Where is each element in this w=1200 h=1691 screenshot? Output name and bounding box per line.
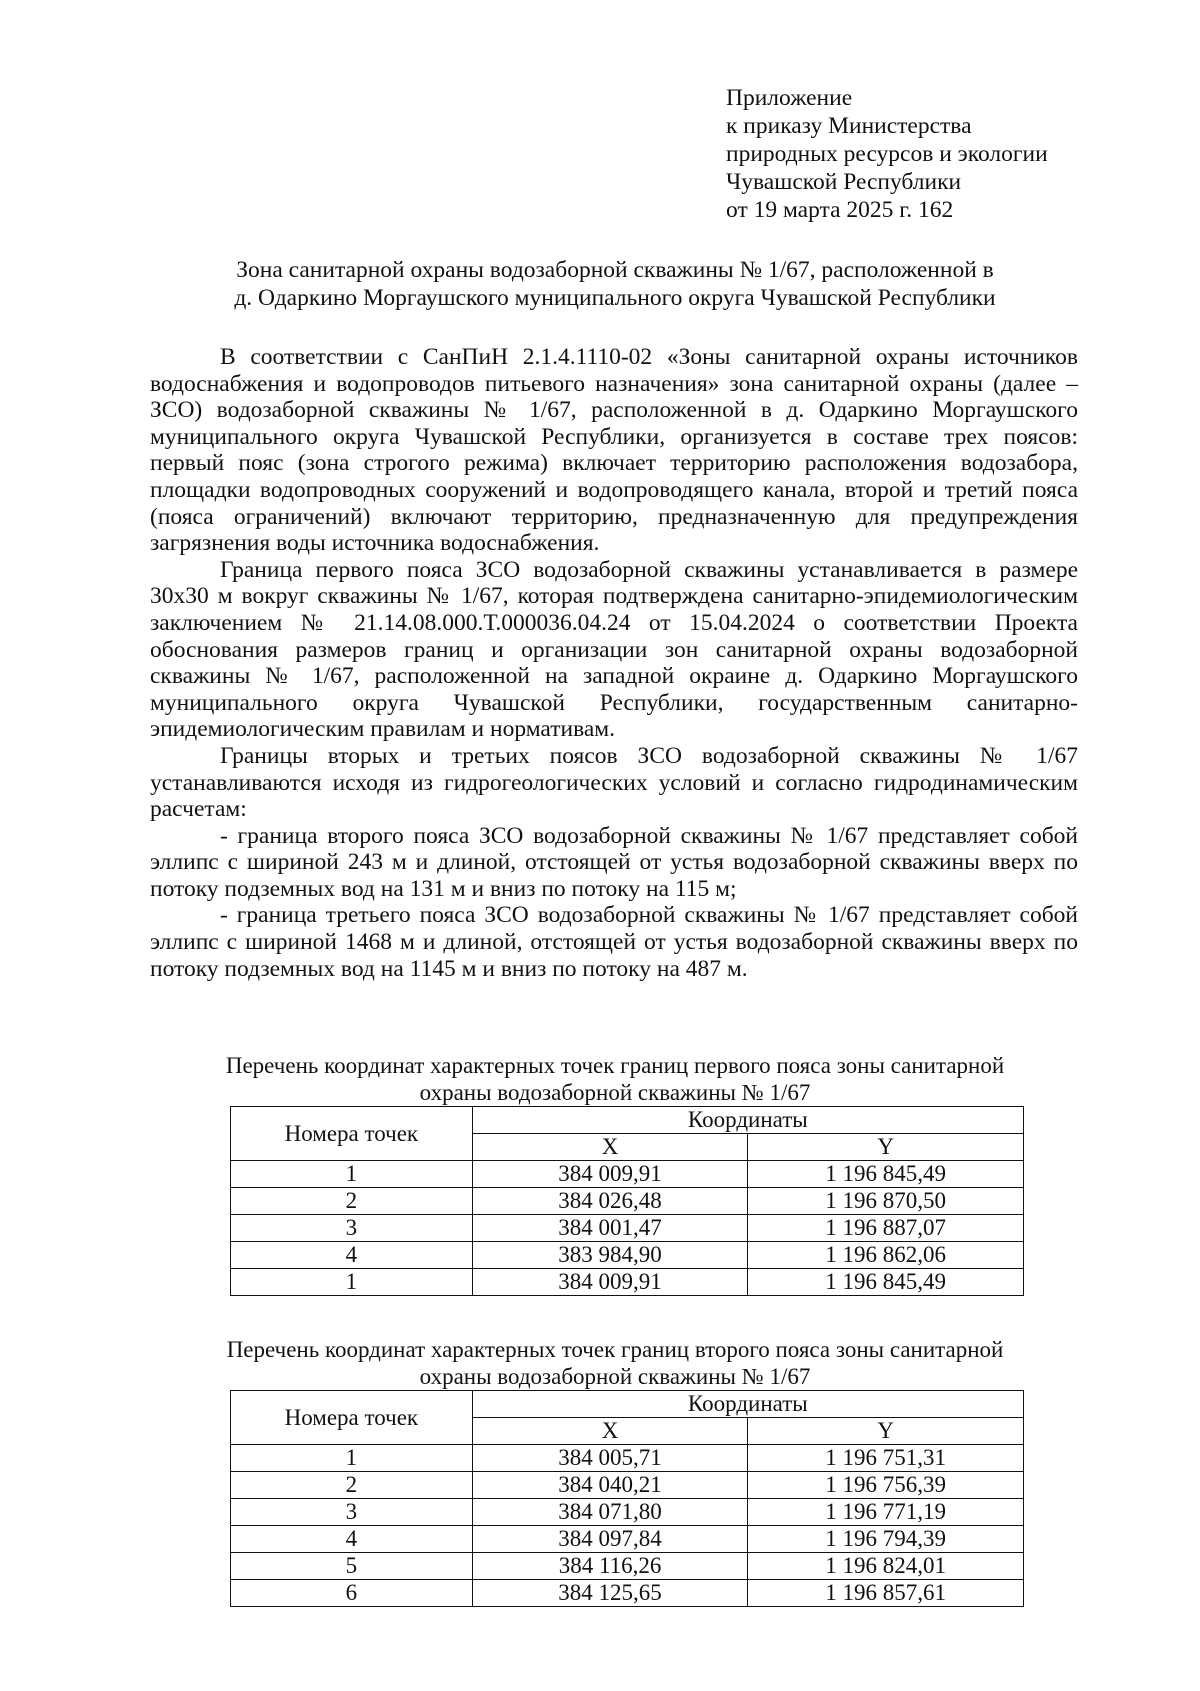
point-number: 2	[231, 1472, 473, 1499]
paragraph: Границы вторых и третьих поясов ЗСО водозаборной скважины № 1/67 устанавливаются исходя из гидрогеологических условий и согласно гидродинамическим расчетам:	[150, 742, 1078, 823]
header-coordinates: Координаты	[472, 1107, 1023, 1134]
x-value: 384 001,47	[472, 1215, 748, 1242]
table-row	[231, 1242, 1024, 1269]
x-value: 384 009,91	[472, 1161, 748, 1188]
appendix-line: к приказу Министерства	[726, 113, 972, 139]
point-number: 2	[231, 1188, 473, 1215]
table-row	[231, 1445, 1024, 1472]
y-value: 1 196 887,07	[748, 1215, 1024, 1242]
point-number: 4	[231, 1526, 473, 1553]
paragraph: Граница первого пояса ЗСО водозаборной скважины устанавливается в размере 30х30 м вокруг скважины № 1/67, которая подтверждена санитарно-эпидемиологическим заключением № 21.14.08.000.Т.000036.04.24 от 15.04.2024 о соответствии Проекта обоснования размеров границ и организации зон санитарной охраны водозаборной скважины № 1/67, расположенной на западной окраине д. Одаркино Моргаушского муниципального округа Чувашской Республики, государственным санитарно-эпидемиологическим правилам и нормативам.	[150, 556, 1078, 743]
table-row	[231, 1553, 1024, 1580]
header-y: Y	[748, 1134, 1024, 1161]
table-row	[231, 1188, 1024, 1215]
header-x: X	[472, 1418, 748, 1445]
title-line: Зона санитарной охраны водозаборной скважины № 1/67, расположенной в	[236, 257, 994, 283]
x-value: 384 009,91	[472, 1269, 748, 1296]
x-value: 384 071,80	[472, 1499, 748, 1526]
caption-line: Перечень координат характерных точек границ второго пояса зоны санитарной	[226, 1337, 1004, 1362]
paragraph: - граница третьего пояса ЗСО водозаборной скважины № 1/67 представляет собой эллипс с шириной 1468 м и длиной, отстоящей от устья водозаборной скважины вверх по потоку подземных вод на 1145 м и вниз по потоку на 487 м.	[150, 902, 1078, 982]
document-title	[150, 256, 1080, 312]
body-text	[150, 344, 1078, 982]
table-row	[231, 1580, 1024, 1607]
x-value: 383 984,90	[472, 1242, 748, 1269]
caption-line: охраны водозаборной скважины № 1/67	[419, 1364, 811, 1389]
table-row	[231, 1161, 1024, 1188]
paragraph: В соответствии с СанПиН 2.1.4.1110-02 «Зоны санитарной охраны источников водоснабжения и водопроводов питьевого назначения» зона санитарной охраны (далее – ЗСО) водозаборной скважины № 1/67, расположенной в д. Одаркино Моргаушского муниципального округа Чувашской Республики, организуется в составе трех поясов: первый пояс (зона строгого режима) включает территорию расположения водозабора, площадки водопроводных сооружений и водопроводящего канала, второй и третий пояса (пояса ограничений) включают территорию, предназначенную для предупреждения загрязнения воды источника водоснабжения.	[150, 344, 1078, 557]
header-y: Y	[748, 1418, 1024, 1445]
point-number: 1	[231, 1161, 473, 1188]
y-value: 1 196 751,31	[748, 1445, 1024, 1472]
table-row	[231, 1472, 1024, 1499]
caption-line: охраны водозаборной скважины № 1/67	[419, 1080, 811, 1105]
y-value: 1 196 756,39	[748, 1472, 1024, 1499]
table2-caption	[150, 1336, 1080, 1390]
table-row	[231, 1269, 1024, 1296]
point-number: 1	[231, 1269, 473, 1296]
header-coordinates: Координаты	[472, 1391, 1023, 1418]
y-value: 1 196 845,49	[748, 1161, 1024, 1188]
y-value: 1 196 857,61	[748, 1580, 1024, 1607]
y-value: 1 196 771,19	[748, 1499, 1024, 1526]
point-number: 6	[231, 1580, 473, 1607]
point-number: 1	[231, 1445, 473, 1472]
header-x: X	[472, 1134, 748, 1161]
appendix-line: Приложение	[726, 85, 853, 111]
y-value: 1 196 824,01	[748, 1553, 1024, 1580]
point-number: 3	[231, 1499, 473, 1526]
table-row	[231, 1526, 1024, 1553]
table2-coordinates	[230, 1390, 1024, 1607]
appendix-line: природных ресурсов и экологии	[726, 141, 1048, 167]
x-value: 384 125,65	[472, 1580, 748, 1607]
appendix-block	[726, 84, 1048, 224]
table2-block	[150, 1336, 1080, 1607]
table1-caption	[150, 1052, 1080, 1106]
point-number: 4	[231, 1242, 473, 1269]
caption-line: Перечень координат характерных точек границ первого пояса зоны санитарной	[225, 1053, 1005, 1078]
table1-block	[150, 1052, 1080, 1296]
table-row	[231, 1499, 1024, 1526]
point-number: 5	[231, 1553, 473, 1580]
paragraph: - граница второго пояса ЗСО водозаборной скважины № 1/67 представляет собой эллипс с шириной 243 м и длиной, отстоящей от устья водозаборной скважины вверх по потоку подземных вод на 131 м и вниз по потоку на 115 м;	[150, 822, 1078, 902]
appendix-line: Чувашской Республики	[726, 169, 962, 195]
x-value: 384 097,84	[472, 1526, 748, 1553]
y-value: 1 196 870,50	[748, 1188, 1024, 1215]
x-value: 384 040,21	[472, 1472, 748, 1499]
point-number: 3	[231, 1215, 473, 1242]
y-value: 1 196 794,39	[748, 1526, 1024, 1553]
y-value: 1 196 862,06	[748, 1242, 1024, 1269]
x-value: 384 026,48	[472, 1188, 748, 1215]
title-line: д. Одаркино Моргаушского муниципального округа Чувашской Республики	[234, 285, 996, 311]
header-point-numbers: Номера точек	[231, 1107, 473, 1161]
x-value: 384 005,71	[472, 1445, 748, 1472]
appendix-line: от 19 марта 2025 г. 162	[726, 197, 954, 223]
y-value: 1 196 845,49	[748, 1269, 1024, 1296]
table-row	[231, 1215, 1024, 1242]
header-point-numbers: Номера точек	[231, 1391, 473, 1445]
x-value: 384 116,26	[472, 1553, 748, 1580]
table1-coordinates	[230, 1106, 1024, 1296]
